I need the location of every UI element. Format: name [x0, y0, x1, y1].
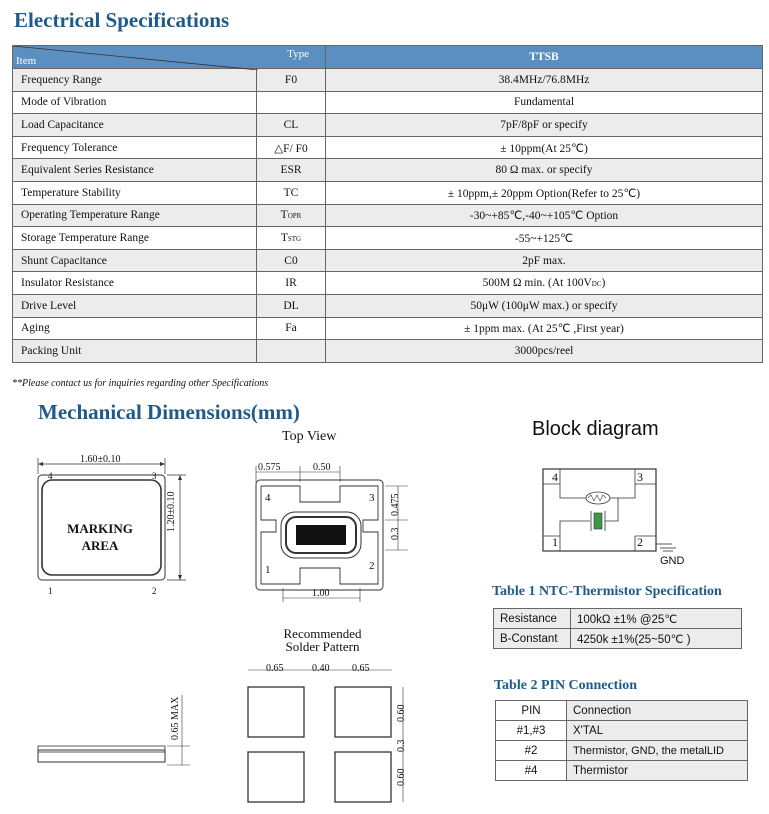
spec-item-label: Frequency Tolerance — [21, 141, 118, 154]
solder-title-line1: Recommended — [283, 626, 362, 641]
header-diagonal-line — [13, 46, 258, 70]
spec-row — [13, 272, 763, 295]
spec-value — [326, 69, 763, 92]
spec-symbol — [257, 91, 326, 114]
spec-item-label: Frequency Range — [21, 73, 102, 86]
spec-value-label: ± 10ppm(At 25℃) — [500, 142, 588, 155]
spec-item-label: Equivalent Series Resistance — [21, 164, 154, 177]
sp-040: 0.40 — [312, 663, 330, 674]
spec-item — [13, 227, 257, 250]
dim-100: 1.00 — [312, 588, 330, 599]
dim-0575: 0.575 — [258, 462, 281, 473]
block-diagram — [540, 466, 690, 566]
topview-pin-4: 4 — [265, 492, 271, 504]
spec-value-label: 2pF max. — [522, 254, 566, 267]
spec-row — [13, 317, 763, 340]
electrical-title: Electrical Specifications — [14, 8, 230, 32]
spec-item-label: Storage Temperature Range — [21, 231, 149, 244]
side-view-drawing — [30, 690, 190, 780]
dim-width: 1.60±0.10 — [80, 454, 121, 465]
header-item-type-cell — [13, 46, 326, 69]
spec-item — [13, 69, 257, 92]
spec-item — [13, 340, 257, 363]
table1-caption: Table 1 NTC-Thermistor Specification — [492, 584, 722, 599]
table2-connection: X'TAL — [567, 721, 748, 741]
spec-value-label: Fundamental — [513, 96, 575, 109]
solder-title — [260, 627, 385, 653]
spec-item — [13, 159, 257, 182]
marking-pin-1: 1 — [48, 586, 53, 596]
spec-symbol-label: T — [280, 209, 288, 222]
marking-line1: MARKING — [67, 521, 133, 536]
spec-item-label: Mode of Vibration — [21, 96, 107, 109]
spec-symbol-label: IR — [285, 277, 297, 290]
spec-symbol-label: △F/ F0 — [274, 142, 308, 155]
spec-item — [13, 181, 257, 204]
spec-value — [326, 317, 763, 340]
header-type-label: Type — [287, 48, 309, 60]
table2-header-connection: Connection — [567, 701, 748, 721]
solder-pattern-drawing — [240, 660, 420, 810]
spec-item — [13, 317, 257, 340]
spec-header-row — [13, 46, 763, 69]
spec-value-label: 80 Ω max. or specify — [495, 164, 593, 177]
spec-value — [326, 91, 763, 114]
spec-value — [326, 294, 763, 317]
table1-value: 100kΩ ±1% @25℃ — [571, 609, 742, 629]
table2-row — [496, 721, 748, 741]
table2-caption: Table 2 PIN Connection — [494, 678, 638, 693]
spec-item — [13, 91, 257, 114]
top-view-label: Top View — [282, 429, 337, 444]
spec-value — [326, 204, 763, 227]
spec-value-end: ) — [601, 277, 606, 290]
spec-row — [13, 181, 763, 204]
spec-item-label: Load Capacitance — [21, 118, 104, 131]
topview-pin-1: 1 — [265, 564, 271, 576]
sp-03: 0.3 — [396, 739, 407, 752]
block-pin-3: 3 — [637, 470, 643, 484]
spec-symbol-label: F0 — [284, 73, 298, 86]
marking-line2: AREA — [81, 538, 119, 553]
spec-row — [13, 227, 763, 250]
marking-pin-4: 4 — [48, 471, 53, 481]
table2-connection: Thermistor, GND, the metalLID — [567, 741, 748, 761]
spec-value — [326, 249, 763, 272]
table2-row — [496, 761, 748, 781]
sp-060a: 0.60 — [396, 704, 407, 722]
block-diagram-title: Block diagram — [532, 418, 659, 440]
table1-row — [494, 629, 742, 649]
spec-row — [13, 91, 763, 114]
topview-pin-2: 2 — [369, 560, 375, 572]
spec-symbol — [257, 181, 326, 204]
spec-value — [326, 114, 763, 137]
spec-symbol — [257, 272, 326, 295]
table2-row — [496, 741, 748, 761]
table2-connection: Thermistor — [567, 761, 748, 781]
header-value-label: TTSB — [326, 46, 763, 69]
spec-symbol-label: Fa — [285, 322, 297, 335]
table2-header-row — [496, 701, 748, 721]
marking-pin-2: 2 — [152, 586, 157, 596]
block-gnd-label: GND — [660, 555, 685, 567]
spec-symbol-subscript: STG — [287, 234, 302, 243]
spec-value-label: 38.4MHz/76.8MHz — [498, 73, 590, 86]
sp-060b: 0.60 — [396, 768, 407, 786]
spec-symbol — [257, 294, 326, 317]
table2-pin: #4 — [496, 761, 567, 781]
spec-value-label: ± 1ppm max. (At 25℃ ,First year) — [464, 323, 624, 336]
spec-row — [13, 114, 763, 137]
spec-value — [326, 227, 763, 250]
table1-key: B-Constant — [494, 629, 571, 649]
spec-item — [13, 136, 257, 159]
spec-item — [13, 272, 257, 295]
spec-value — [326, 136, 763, 159]
spec-value-label: -30~+85℃,-40~+105℃ Option — [469, 210, 619, 223]
spec-symbol-label: CL — [283, 118, 299, 131]
spec-symbol — [257, 69, 326, 92]
dim-050: 0.50 — [313, 462, 331, 473]
spec-item-label: Aging — [21, 322, 50, 335]
table1-row — [494, 609, 742, 629]
table1 — [493, 608, 742, 649]
sp-065b: 0.65 — [352, 663, 370, 674]
spec-symbol-label: TC — [283, 186, 299, 199]
spec-item-label: Temperature Stability — [21, 186, 121, 199]
spec-value-label: ± 10ppm,± 20ppm Option(Refer to 25℃) — [447, 187, 641, 200]
spec-symbol-subscript: OPR — [287, 212, 302, 221]
spec-symbol-label: C0 — [284, 254, 298, 267]
spec-note: **Please contact us for inquiries regarding other Specifications — [12, 378, 269, 389]
spec-row — [13, 249, 763, 272]
block-pin-1: 1 — [552, 535, 558, 549]
block-pin-4: 4 — [552, 470, 558, 484]
spec-symbol — [257, 159, 326, 182]
spec-item-label: Operating Temperature Range — [21, 209, 160, 222]
spec-value — [326, 340, 763, 363]
dim-0475: 0.475 — [390, 493, 401, 516]
spec-row — [13, 136, 763, 159]
dim-height: 1.20±0.10 — [166, 491, 177, 532]
spec-item-label: Packing Unit — [21, 344, 82, 357]
spec-row — [13, 294, 763, 317]
table2-header-pin: PIN — [496, 701, 567, 721]
header-item-label: Item — [16, 55, 37, 67]
spec-item — [13, 114, 257, 137]
dim-max: 0.65 MAX — [170, 696, 181, 740]
spec-value — [326, 272, 763, 295]
spec-value-subscript: DC — [591, 280, 602, 289]
spec-symbol-label: T — [280, 231, 288, 244]
table2 — [495, 700, 748, 781]
spec-symbol-label: ESR — [280, 164, 302, 177]
sp-065a: 0.65 — [266, 663, 284, 674]
spec-value — [326, 181, 763, 204]
topview-pin-3: 3 — [369, 492, 375, 504]
table1-value: 4250k ±1%(25~50℃ ) — [571, 629, 742, 649]
dim-03: 0.3 — [390, 527, 401, 540]
spec-item — [13, 204, 257, 227]
spec-item — [13, 249, 257, 272]
marking-pin-3: 3 — [152, 471, 157, 481]
spec-row — [13, 204, 763, 227]
spec-value — [326, 159, 763, 182]
spec-symbol — [257, 204, 326, 227]
spec-row — [13, 159, 763, 182]
table1-key: Resistance — [494, 609, 571, 629]
spec-symbol — [257, 249, 326, 272]
spec-symbol — [257, 114, 326, 137]
spec-symbol-label: DL — [283, 299, 299, 312]
mechanical-title: Mechanical Dimensions(mm) — [38, 400, 300, 424]
spec-symbol — [257, 340, 326, 363]
spec-symbol — [257, 136, 326, 159]
marking-area-label — [50, 520, 150, 554]
spec-row — [13, 340, 763, 363]
spec-row — [13, 69, 763, 92]
spec-item-label: Shunt Capacitance — [21, 254, 107, 267]
spec-item — [13, 294, 257, 317]
table2-pin: #1,#3 — [496, 721, 567, 741]
table2-pin: #2 — [496, 741, 567, 761]
spec-value-label: 3000pcs/reel — [514, 344, 574, 357]
spec-value-label: 7pF/8pF or specify — [500, 118, 588, 131]
spec-symbol — [257, 317, 326, 340]
spec-value-label: 50μW (100μW max.) or specify — [470, 299, 618, 312]
spec-table — [12, 45, 763, 363]
block-pin-2: 2 — [637, 535, 643, 549]
spec-symbol — [257, 227, 326, 250]
spec-item-label: Drive Level — [21, 299, 77, 312]
spec-value-label: 500M Ω min. (At 100V — [482, 277, 592, 290]
spec-value-label: -55~+125℃ — [514, 232, 574, 245]
solder-title-line2: Solder Pattern — [285, 639, 360, 654]
spec-item-label: Insulator Resistance — [21, 277, 114, 290]
